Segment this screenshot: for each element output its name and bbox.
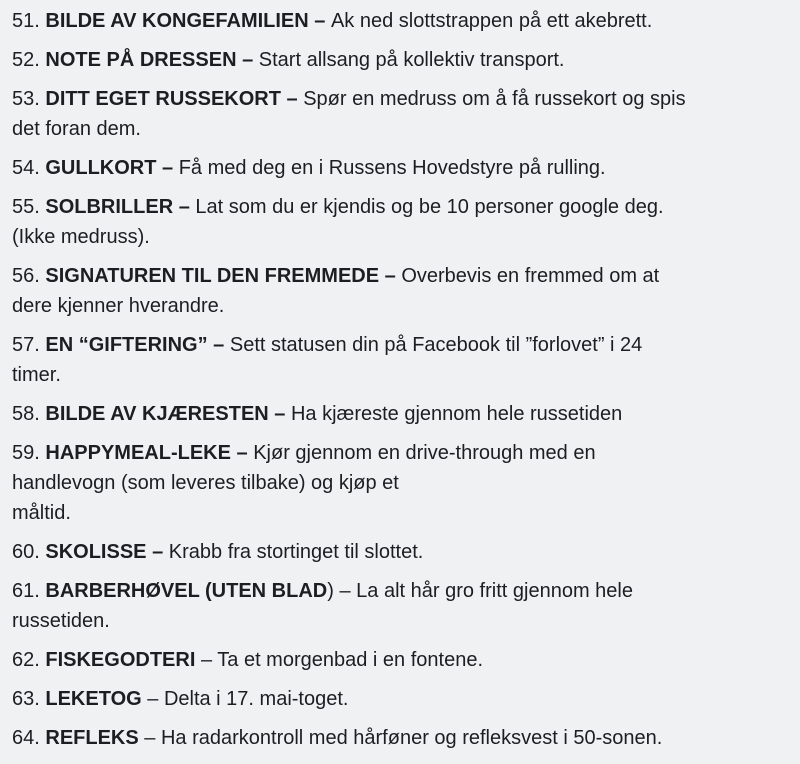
- item-separator: –: [268, 403, 291, 425]
- item-description: Start allsang på kollektiv transport.: [258, 49, 565, 71]
- item-title: BARBERHØVEL (UTEN BLAD: [45, 580, 328, 602]
- item-line: [12, 6, 792, 36]
- item-description: timer.: [12, 364, 61, 386]
- item-description: Sett statusen din på Facebook til ”forlovet” i 24: [229, 334, 643, 356]
- item-title: EN “GIFTERING”: [45, 334, 208, 356]
- item-description: La alt hår gro fritt gjennom hele: [356, 580, 633, 602]
- item-description: Ha kjæreste gjennom hele russetiden: [290, 403, 623, 425]
- item-number: 52.: [12, 49, 40, 71]
- item-title: DITT EGET RUSSEKORT: [45, 88, 281, 110]
- list-item: [12, 537, 792, 567]
- item-description: (Ikke medruss).: [12, 226, 150, 248]
- item-line: [12, 261, 792, 291]
- item-separator: –: [138, 727, 161, 749]
- item-title: SIGNATUREN TIL DEN FREMMEDE: [45, 265, 380, 287]
- item-line: [12, 468, 792, 498]
- item-separator: –: [141, 688, 164, 710]
- item-number: 54.: [12, 157, 40, 179]
- item-line: [12, 291, 792, 321]
- list-item: [12, 438, 792, 528]
- item-description: dere kjenner hverandre.: [12, 295, 225, 317]
- item-description: Få med deg en i Russens Hovedstyre på rulling.: [178, 157, 606, 179]
- item-description: Lat som du er kjendis og be 10 personer google deg.: [195, 196, 664, 218]
- item-description: Ak ned slottstrappen på ett akebrett.: [330, 10, 653, 32]
- item-title: SKOLISSE: [45, 541, 147, 563]
- item-line: [12, 399, 792, 429]
- item-description: handlevogn (som leveres tilbake) og kjøp et: [12, 472, 399, 494]
- item-line: [12, 645, 792, 675]
- list-item: [12, 45, 792, 75]
- item-title: BILDE AV KONGEFAMILIEN: [45, 10, 309, 32]
- item-description: Overbevis en fremmed om at: [401, 265, 660, 287]
- item-line: [12, 84, 792, 114]
- list-item: [12, 153, 792, 183]
- item-line: [12, 723, 792, 753]
- list-item: [12, 645, 792, 675]
- item-line: [12, 498, 792, 528]
- list-item: [12, 399, 792, 429]
- item-line: [12, 222, 792, 252]
- item-description: Kjør gjennom en drive-through med en: [253, 442, 596, 464]
- item-number: 60.: [12, 541, 40, 563]
- item-line: [12, 684, 792, 714]
- item-title: BILDE AV KJÆRESTEN: [45, 403, 269, 425]
- list-item: [12, 84, 792, 144]
- item-description: Krabb fra stortinget til slottet.: [168, 541, 424, 563]
- item-number: 51.: [12, 10, 40, 32]
- item-line: [12, 576, 792, 606]
- item-description: Ta et morgenbad i en fontene.: [217, 649, 484, 671]
- item-title: FISKEGODTERI: [45, 649, 196, 671]
- item-description: Delta i 17. mai-toget.: [163, 688, 349, 710]
- list-item: [12, 261, 792, 321]
- item-number: 63.: [12, 688, 40, 710]
- item-number: 55.: [12, 196, 40, 218]
- item-title: SOLBRILLER: [45, 196, 174, 218]
- item-number: 64.: [12, 727, 40, 749]
- item-description: Spør en medruss om å få russekort og spis: [303, 88, 686, 110]
- list-item: [12, 723, 792, 753]
- item-separator: –: [230, 442, 254, 464]
- list-item: [12, 684, 792, 714]
- item-number: 58.: [12, 403, 40, 425]
- item-number: 57.: [12, 334, 40, 356]
- item-description: måltid.: [12, 502, 71, 524]
- item-description: Ha radarkontroll med hårføner og refleksvest i 50-sonen.: [160, 727, 663, 749]
- item-separator: –: [156, 157, 179, 179]
- item-title: REFLEKS: [45, 727, 139, 749]
- list-item: [12, 192, 792, 252]
- list-item: [12, 330, 792, 390]
- item-description: russetiden.: [12, 610, 110, 632]
- item-number: 62.: [12, 649, 40, 671]
- item-line: [12, 153, 792, 183]
- item-line: [12, 537, 792, 567]
- item-number: 61.: [12, 580, 40, 602]
- item-separator: –: [207, 334, 230, 356]
- list-item: [12, 6, 792, 36]
- item-line: [12, 438, 792, 468]
- item-separator: –: [195, 649, 218, 671]
- item-line: [12, 114, 792, 144]
- item-line: [12, 330, 792, 360]
- item-line: [12, 45, 792, 75]
- item-line: [12, 606, 792, 636]
- item-title: NOTE PÅ DRESSEN: [45, 49, 237, 71]
- list-item: [12, 576, 792, 636]
- item-separator: –: [308, 10, 331, 32]
- item-number: 53.: [12, 88, 40, 110]
- item-separator: –: [379, 265, 402, 287]
- item-separator: –: [236, 49, 259, 71]
- item-separator: –: [173, 196, 196, 218]
- item-separator: ) –: [327, 580, 357, 602]
- item-description: det foran dem.: [12, 118, 141, 140]
- item-line: [12, 360, 792, 390]
- item-title: LEKETOG: [45, 688, 142, 710]
- item-separator: –: [146, 541, 169, 563]
- item-line: [12, 192, 792, 222]
- item-title: HAPPYMEAL-LEKE: [45, 442, 231, 464]
- item-separator: –: [280, 88, 304, 110]
- item-number: 56.: [12, 265, 40, 287]
- item-number: 59.: [12, 442, 40, 464]
- item-title: GULLKORT: [45, 157, 157, 179]
